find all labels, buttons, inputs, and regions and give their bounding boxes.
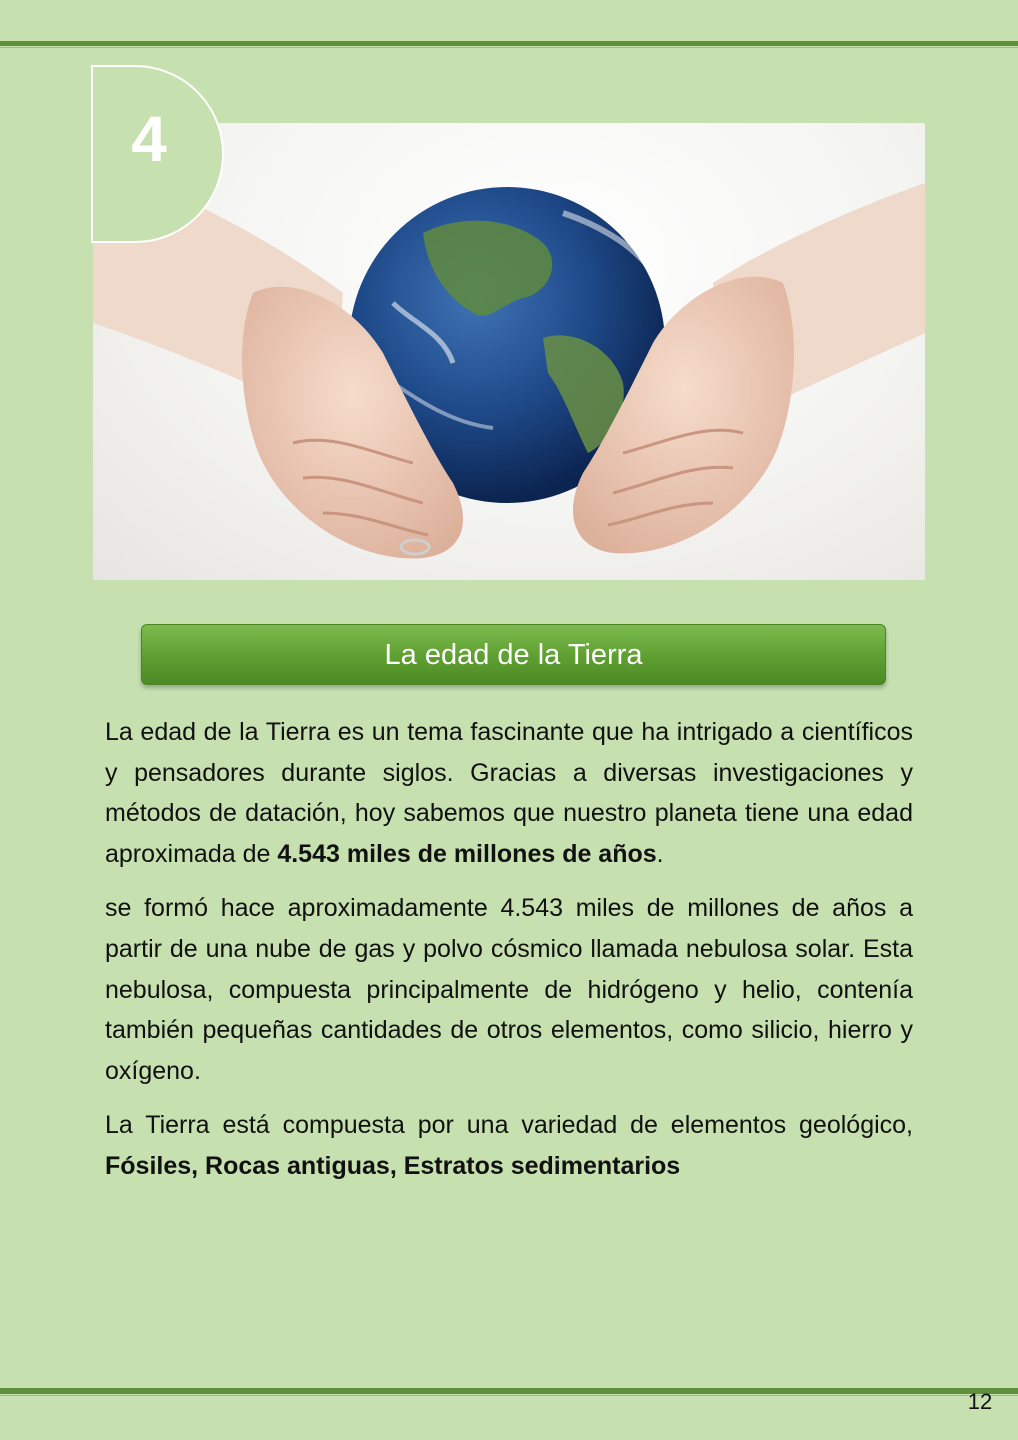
page-number: 12 bbox=[967, 1389, 993, 1414]
section-title: La edad de la Tierra bbox=[384, 639, 643, 671]
top-divider-highlight bbox=[0, 47, 1018, 48]
paragraph-3 bbox=[105, 1105, 913, 1186]
section-title-bar bbox=[141, 624, 886, 685]
bottom-divider-highlight bbox=[0, 1395, 1018, 1396]
paragraph-2: se formó hace aproximadamente 4.543 miles de millones de años a partir de una nube de gas y polvo cósmico llamada nebulosa solar. Esta nebulosa, compuesta principalmente de hidrógeno y helio, contenía también pequeñas cantidades de otros elementos, como silicio, hierro y oxígeno. bbox=[105, 894, 913, 1085]
earth-in-hands-photo bbox=[93, 123, 925, 580]
paragraph-3-text: La Tierra está compuesta por una variedad de elementos geológico, bbox=[105, 1111, 913, 1140]
paragraph-1-text: La edad de la Tierra es un tema fascinante que ha intrigado a científicos y pensadores durante siglos. Gracias a diversas investigaciones y métodos de datación, hoy sabemos que nuestro planeta tiene una edad aproximada de bbox=[105, 718, 913, 868]
paragraph-1 bbox=[105, 712, 913, 874]
top-divider bbox=[0, 41, 1018, 46]
paragraph-3-bold: Fósiles, Rocas antiguas, Estratos sedimentarios bbox=[105, 1151, 681, 1180]
paragraph-1-end: . bbox=[656, 839, 664, 868]
chapter-number: 4 bbox=[131, 103, 167, 175]
body-text bbox=[105, 712, 913, 1201]
bottom-divider bbox=[0, 1388, 1018, 1394]
paragraph-1-bold: 4.543 miles de millones de años bbox=[277, 839, 657, 868]
